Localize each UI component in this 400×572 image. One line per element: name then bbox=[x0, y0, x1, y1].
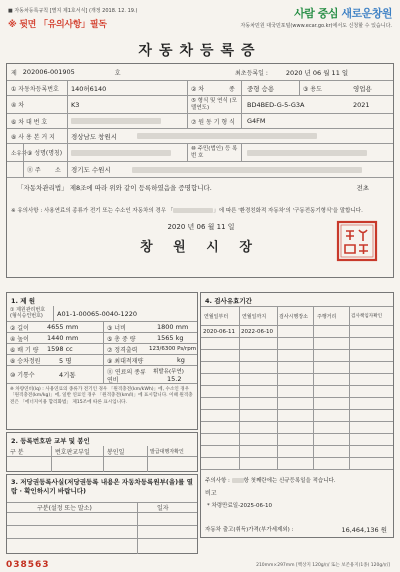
specs-fine-print: ※ 차량연비(lq) : 사용연료의 종류가 전기인 경우 「원격충전(km/kWh)」에, 수소인 경우 「원격충전(km/kg)」에, 일반 연료인 경우 「원격충전(km/l)」에 표시합니다. 이때 원격충전은 「에너지이용 합리화법」 제15조에 따른 표시입니다. bbox=[10, 387, 193, 405]
cylinders-value: 4기통 bbox=[59, 371, 76, 379]
height-value: 1440 mm bbox=[47, 334, 79, 342]
notice-banner: ※ 뒷면 「유의사항」필독 bbox=[8, 20, 107, 30]
type-approval-number: A01-1-00065-0040-1220 bbox=[57, 309, 137, 318]
insp-to-date: 2022-06-10 bbox=[241, 328, 273, 335]
inspection-row-6 bbox=[201, 386, 393, 398]
type-year-label: ⑤ 형식 및 연식 (모델연도) bbox=[191, 97, 237, 111]
height-label: ④ 높이 bbox=[10, 335, 29, 343]
plate-seal-box bbox=[6, 432, 198, 472]
address-label-suffix: 소 bbox=[55, 167, 61, 174]
displacement-output-row bbox=[7, 344, 197, 355]
engine-type-label: ⑦ 원 동 기 형 식 bbox=[191, 118, 235, 126]
length-value: 4655 mm bbox=[47, 323, 79, 331]
serial-number: 038563 bbox=[6, 560, 50, 570]
length-width-row bbox=[7, 322, 197, 333]
inspection-row-10 bbox=[201, 434, 393, 446]
brand-text-b: 새로운창원 bbox=[341, 7, 392, 20]
inspection-note bbox=[205, 476, 336, 484]
resident-number-redacted bbox=[247, 150, 367, 156]
reg-row-5 bbox=[7, 144, 393, 162]
fuel-note bbox=[11, 206, 363, 214]
base-location: 경상남도 창원시 bbox=[71, 132, 118, 141]
displacement-value: 1598 cc bbox=[47, 345, 73, 353]
inspection-row-1 bbox=[201, 326, 393, 338]
model-label: ④ 차 bbox=[11, 102, 25, 109]
plate-label: ① 자동차등록번호 bbox=[11, 85, 59, 93]
inspection-title: 4. 검사유효기간 bbox=[205, 297, 252, 305]
address-label: ⑪ 주 bbox=[27, 167, 41, 174]
doc-number-label: 제 bbox=[11, 69, 17, 77]
fuel-value: 휘발유(무연) bbox=[153, 369, 184, 375]
plate-seal-header bbox=[7, 446, 197, 457]
model-year: 2021 bbox=[353, 100, 370, 109]
base-location-redacted bbox=[137, 133, 317, 139]
inspection-note-redacted bbox=[232, 478, 244, 483]
plate-col-issue: 번호판교부일 bbox=[55, 448, 90, 456]
mortgage-row-1 bbox=[7, 513, 197, 526]
plate-col-type: 구 분 bbox=[10, 448, 24, 456]
mortgage-header bbox=[7, 502, 197, 513]
vehicle-class-label: ② 차 bbox=[191, 85, 205, 93]
vehicle-class: 중형 승용 bbox=[247, 84, 275, 93]
resident-number-label: ⑩ 주민(법인) 등 록 번 호 bbox=[191, 145, 238, 159]
doc-number: 202006-001905 bbox=[22, 68, 75, 76]
fuel-label: ⑪ 연료의 종류 bbox=[107, 368, 146, 376]
max-load-label: ⑨ 최대적재량 bbox=[107, 357, 144, 365]
inspection-box bbox=[200, 292, 394, 538]
specs-box bbox=[6, 292, 198, 430]
plate-seal-row bbox=[7, 457, 197, 472]
owner-name-label: ⑨ 성명(명칭) bbox=[27, 150, 63, 157]
inspection-row-11 bbox=[201, 446, 393, 458]
official-seal bbox=[337, 221, 377, 261]
owner-name-redacted bbox=[71, 150, 171, 156]
fuel-note-redacted bbox=[173, 208, 213, 213]
fuel-note-b: 」에 따른 '환경친화적 자동차'의 '구동전동기형식'을 말합니다. bbox=[213, 208, 363, 214]
inspection-note-a: 주의사항 : bbox=[205, 478, 232, 484]
office-code: 전초 bbox=[356, 184, 369, 192]
inspection-header bbox=[201, 306, 393, 326]
insp-from-date: 2020-06-11 bbox=[203, 328, 235, 335]
seats-load-row bbox=[7, 355, 197, 366]
reg-row-1 bbox=[7, 81, 393, 96]
mortgage-row-2 bbox=[7, 526, 197, 539]
insp-col-to: 연월일까지 bbox=[242, 313, 267, 320]
engine-type: G4FM bbox=[247, 117, 266, 125]
remark-text: * 차령만료일-2025-06-10 bbox=[207, 503, 273, 509]
cylinder-fuel-row bbox=[7, 366, 197, 384]
address: 경기도 수원시 bbox=[71, 166, 111, 174]
type-approval-row bbox=[7, 306, 197, 322]
model-name: K3 bbox=[71, 100, 80, 109]
vehicle-class-suffix: 종 bbox=[229, 85, 235, 93]
mortgage-box bbox=[6, 474, 198, 554]
owner-label: 소유자 bbox=[11, 150, 27, 157]
price-value: 16,464,136 원 bbox=[341, 526, 387, 534]
insp-col-place: 검사시행장소 bbox=[279, 313, 308, 320]
plate-col-seal: 봉인일 bbox=[107, 448, 125, 456]
issue-date: 2020 년 06 월 11 일 bbox=[167, 223, 235, 231]
first-reg-label: 최초등록일 : bbox=[235, 69, 268, 77]
first-reg-date: 2020 년 06 월 11 일 bbox=[285, 68, 349, 77]
gross-weight-value: 1565 kg bbox=[157, 334, 184, 342]
max-load-value: kg bbox=[177, 356, 185, 364]
inspection-row-12 bbox=[201, 458, 393, 470]
brand-subtext: 자동차민원 대국민포털(www.ecar.go.kr)에서도 신청할 수 있습니다. bbox=[240, 23, 392, 29]
cylinders-label: ⑩ 기통수 bbox=[10, 372, 35, 379]
inspection-row-7 bbox=[201, 398, 393, 410]
issuer-name: 창 원 시 장 bbox=[140, 240, 260, 255]
reg-row-2 bbox=[7, 96, 393, 114]
mortgage-title: 3. 저당권등록사실(저당권등록 내용은 자동차등록원부(을)를 열람 · 확인하시기 바랍니다) bbox=[11, 478, 193, 495]
displacement-label: ⑥ 배 기 량 bbox=[10, 346, 39, 354]
rated-output-value: 123/6300 Ps/rpm bbox=[149, 346, 197, 352]
type-approval-label: ① 제원관리번호 (형식승인번호) bbox=[10, 307, 46, 319]
usage: 영업용 bbox=[353, 84, 372, 93]
length-label: ② 길이 bbox=[10, 324, 29, 332]
inspection-row-8 bbox=[201, 410, 393, 422]
document-title: 자동차등록증 bbox=[138, 43, 262, 59]
certification-statement: 「자동차관리법」 제8조에 따라 위와 같이 등록하였음을 증명합니다. bbox=[17, 184, 212, 192]
seats-value: 5 명 bbox=[59, 356, 72, 365]
base-location-label: ⑧ 사 용 본 거 지 bbox=[11, 133, 55, 141]
remark-label: 비고 bbox=[205, 490, 217, 497]
gross-weight-label: ⑤ 총 중 량 bbox=[107, 335, 136, 343]
plate-seal-title: 2. 등록번호판 교부 및 봉인 bbox=[11, 437, 90, 445]
inspection-row-9 bbox=[201, 422, 393, 434]
price-label: 자동차 출고(취득)가격(부가세제외) : bbox=[205, 527, 294, 533]
inspection-row-4 bbox=[201, 362, 393, 374]
doc-number-row bbox=[7, 64, 393, 81]
inspection-row-3 bbox=[201, 350, 393, 362]
reg-row-4 bbox=[7, 129, 393, 144]
paper-spec: 210mm×297mm [백상지 120g/㎡ 또는 보존용지(1종) 120g/㎡] bbox=[256, 563, 390, 568]
efficiency-value: 15.2 bbox=[167, 375, 182, 383]
inspection-row-2 bbox=[201, 338, 393, 350]
insp-col-from: 연월일부터 bbox=[204, 313, 229, 320]
width-label: ③ 너비 bbox=[107, 324, 126, 332]
height-weight-row bbox=[7, 333, 197, 344]
specs-title: 1. 제 원 bbox=[11, 297, 36, 305]
efficiency-label: 연비 bbox=[107, 376, 119, 384]
brand-text-a: 사람 중심 bbox=[294, 7, 339, 20]
form-number: ■ 자동차등록규칙 [별지 제1호서식] (개정 2018. 12. 19.) bbox=[8, 8, 138, 14]
fuel-note-a: ※ 유의사항 : 사용연료의 종류가 전기 또는 수소인 자동차의 경우 「 bbox=[11, 208, 174, 214]
vin-label: ⑥ 차 대 번 호 bbox=[11, 118, 48, 126]
mortgage-row-3 bbox=[7, 539, 197, 554]
reg-row-6 bbox=[7, 162, 393, 178]
plate-col-agent: 발급대행자확인 bbox=[150, 448, 184, 455]
doc-number-suffix: 호 bbox=[114, 69, 121, 77]
width-value: 1800 mm bbox=[157, 323, 189, 331]
plate-number: 140허6140 bbox=[71, 84, 107, 93]
seats-label: ⑧ 승차정원 bbox=[10, 357, 41, 365]
usage-label: ③ 용도 bbox=[303, 85, 322, 93]
rated-output-label: ⑦ 정격출력 bbox=[107, 346, 138, 354]
inspection-row-5 bbox=[201, 374, 393, 386]
mortgage-col-date: 일자 bbox=[157, 505, 169, 512]
inspection-note-b: 항 첫째란에는 신규등록일을 적습니다. bbox=[243, 478, 336, 484]
mortgage-col-type: 구분(설정 또는 말소) bbox=[37, 505, 92, 512]
reg-row-3 bbox=[7, 114, 393, 129]
insp-col-mileage: 주행거리 bbox=[317, 313, 337, 320]
city-brand bbox=[241, 5, 392, 29]
vin-redacted bbox=[71, 118, 161, 124]
insp-col-officer: 검사책임자확인 bbox=[351, 314, 383, 319]
type-code: BD4BED-G-5-G3A bbox=[247, 100, 305, 109]
address-redacted bbox=[132, 167, 362, 173]
